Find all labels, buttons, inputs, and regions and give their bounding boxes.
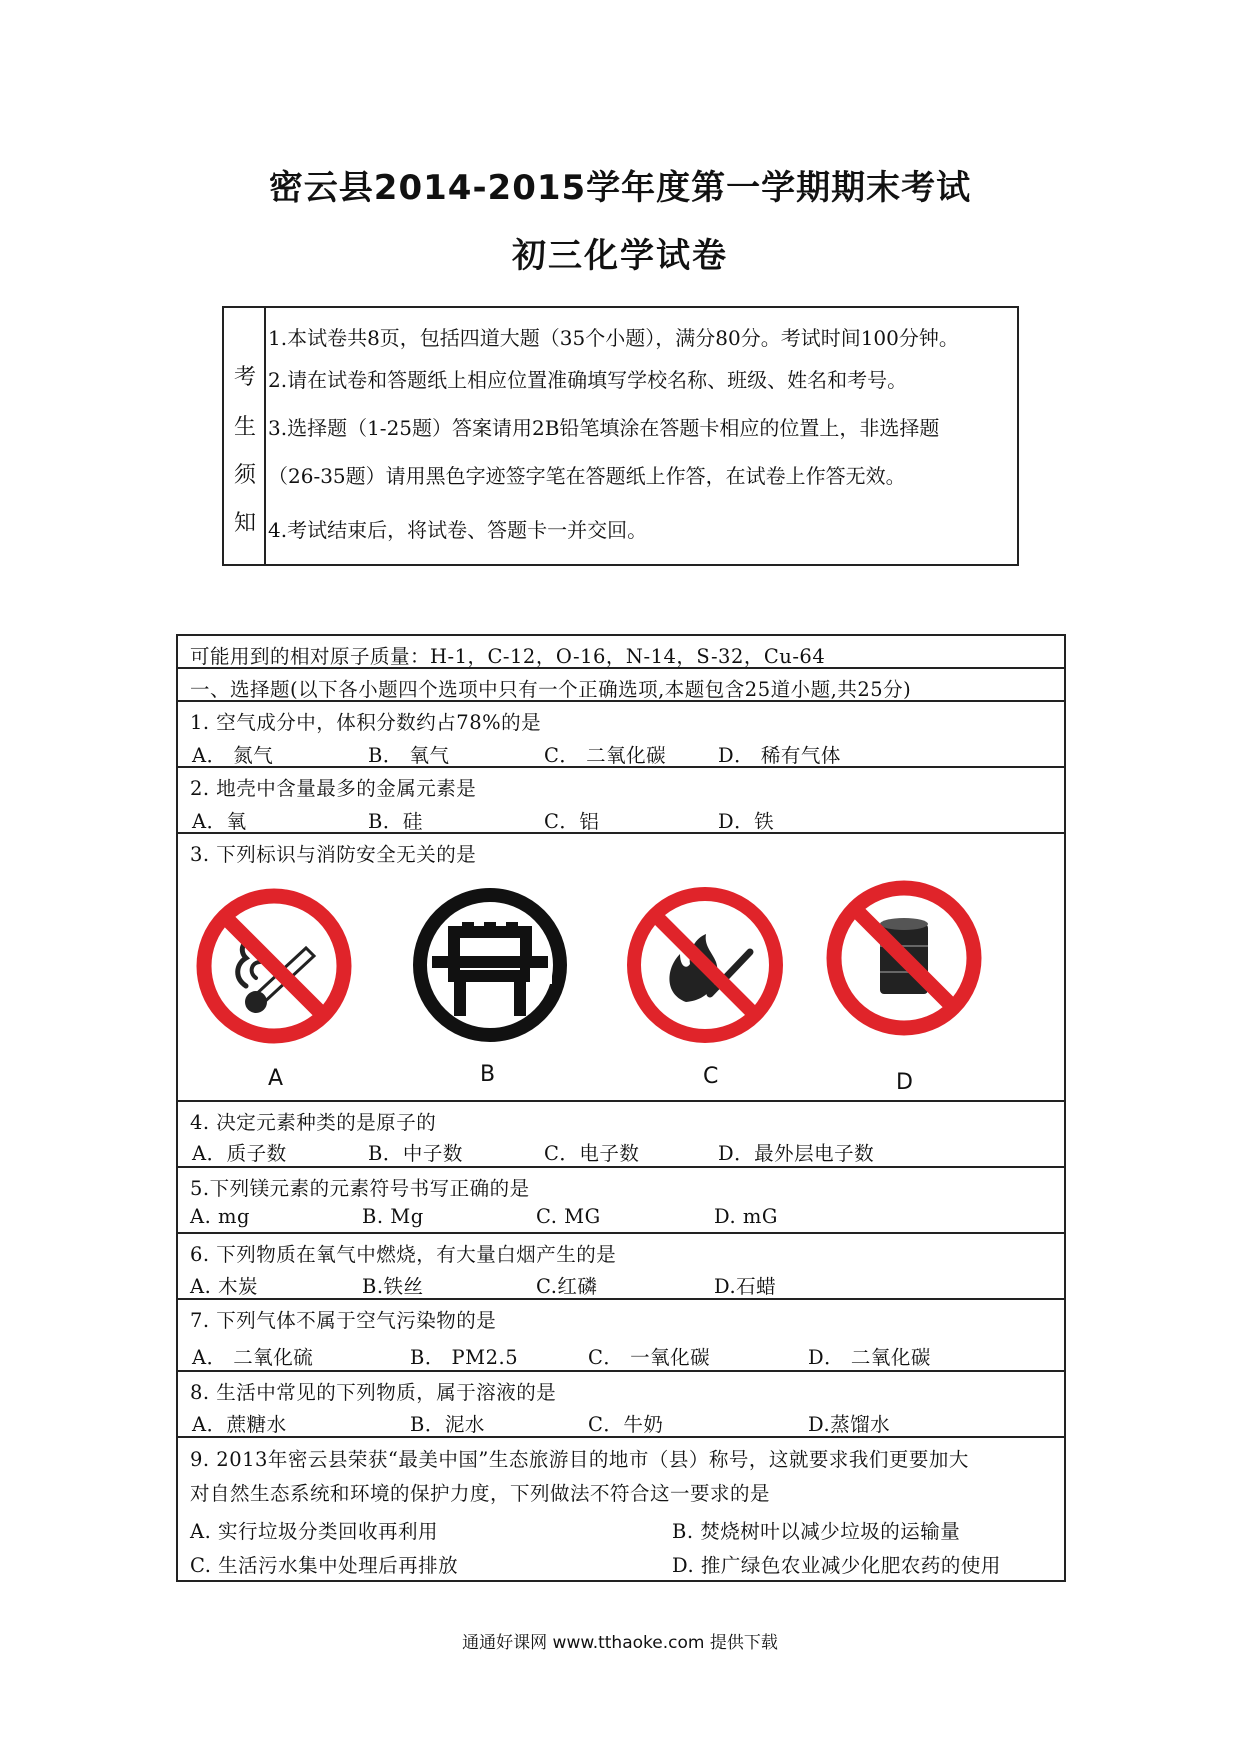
question-8: [178, 1372, 1064, 1438]
question-stem: 3. 下列标识与消防安全无关的是: [190, 843, 477, 866]
option-d: D． 二氧化碳: [808, 1346, 931, 1369]
question-1: [178, 702, 1064, 768]
question-stem: 6. 下列物质在氧气中燃烧，有大量白烟产生的是: [190, 1243, 617, 1266]
option-a: A. mg: [190, 1205, 250, 1228]
option-c: C． 一氧化碳: [588, 1346, 711, 1369]
option-c: C．牛奶: [588, 1413, 664, 1436]
question-stem: 5.下列镁元素的元素符号书写正确的是: [190, 1177, 530, 1200]
option-a: A． 氮气: [192, 744, 274, 767]
atomic-mass-text: 可能用到的相对原子质量：H-1，C-12，O-16，N-14，S-32，Cu-64: [190, 645, 826, 668]
sign-label-b: B: [480, 1062, 496, 1087]
question-stem: 4. 决定元素种类的是原子的: [190, 1111, 437, 1134]
option-a: A. 木炭: [190, 1275, 258, 1298]
notice-side-label: [224, 308, 266, 564]
no-smoking-icon: [194, 886, 354, 1046]
option-d: D.石蜡: [714, 1275, 777, 1298]
atomic-mass-row: [178, 636, 1064, 669]
option-c: C.红磷: [536, 1275, 598, 1298]
download-footer: 通通好课网 www.tthaoke.com 提供下载: [462, 1633, 778, 1653]
question-5: [178, 1168, 1064, 1234]
notice-line: 4.考试结束后，将试卷、答题卡一并交回。: [268, 518, 648, 542]
option-c: C. MG: [536, 1205, 601, 1228]
notice-side-char: 考: [233, 365, 256, 390]
option-b: B．硅: [368, 810, 423, 833]
question-stem: 2. 地壳中含量最多的金属元素是: [190, 777, 477, 800]
notice-side-char: 须: [233, 463, 256, 488]
page-title: 密云县2014-2015学年度第一学期期末考试: [268, 168, 972, 208]
question-stem: 1. 空气成分中，体积分数约占78%的是: [190, 711, 542, 734]
question-3: [178, 834, 1064, 1102]
no-oil-drum-icon: [824, 878, 984, 1038]
option-a: A．质子数: [192, 1142, 287, 1165]
notice-line: 1.本试卷共8页，包括四道大题（35个小题），满分80分。考试时间100分钟。: [268, 326, 959, 350]
option-b: B．中子数: [368, 1142, 463, 1165]
question-7: [178, 1300, 1064, 1372]
option-a: A．蔗糖水: [192, 1413, 287, 1436]
option-b: B. 焚烧树叶以减少垃圾的运输量: [672, 1520, 961, 1543]
sign-label-c: C: [703, 1064, 719, 1089]
section-header-row: [178, 669, 1064, 702]
exam-notice-box: [222, 306, 1019, 566]
question-stem: 9. 2013年密云县荣获“最美中国”生态旅游目的地市（县）称号，这就要求我们更要加大: [190, 1448, 969, 1471]
notice-line: 2.请在试卷和答题纸上相应位置准确填写学校名称、班级、姓名和考号。: [268, 368, 908, 392]
option-d: D．铁: [718, 810, 775, 833]
option-d: D． 稀有气体: [718, 744, 841, 767]
option-a: A．氧: [192, 810, 247, 833]
option-c: C. 生活污水集中处理后再排放: [190, 1554, 459, 1577]
option-c: C． 二氧化碳: [544, 744, 667, 767]
question-4: [178, 1102, 1064, 1168]
option-c: C．铝: [544, 810, 600, 833]
exam-table: [176, 634, 1066, 1582]
option-c: C．电子数: [544, 1142, 640, 1165]
option-b: B． 氧气: [368, 744, 450, 767]
option-a: A． 二氧化硫: [192, 1346, 314, 1369]
question-stem: 8. 生活中常见的下列物质，属于溶液的是: [190, 1381, 557, 1404]
notice-line: （26-35题）请用黑色字迹签字笔在答题纸上作答，在试卷上作答无效。: [268, 464, 906, 488]
notice-side-char: 生: [233, 415, 256, 440]
option-d: D.蒸馏水: [808, 1413, 891, 1436]
water-saving-icon: [410, 884, 570, 1046]
question-stem-continued: 对自然生态系统和环境的保护力度，下列做法不符合这一要求的是: [190, 1482, 771, 1505]
no-open-flame-icon: [624, 884, 786, 1046]
question-2: [178, 768, 1064, 834]
sign-label-d: D: [896, 1070, 913, 1095]
option-b: B． PM2.5: [410, 1346, 519, 1369]
notice-side-char: 知: [233, 511, 256, 536]
question-9: [178, 1438, 1064, 1584]
question-6: [178, 1234, 1064, 1300]
option-b: B. Mg: [362, 1205, 424, 1228]
notice-line: 3.选择题（1-25题）答案请用2B铅笔填涂在答题卡相应的位置上，非选择题: [268, 416, 940, 440]
option-b: B.铁丝: [362, 1275, 424, 1298]
option-d: D．最外层电子数: [718, 1142, 875, 1165]
sign-label-a: A: [268, 1066, 284, 1091]
option-d: D. 推广绿色农业减少化肥农药的使用: [672, 1554, 1001, 1577]
section-title: 一、选择题(以下各小题四个选项中只有一个正确选项,本题包含25道小题,共25分): [190, 678, 912, 701]
option-d: D. mG: [714, 1205, 778, 1228]
page-subtitle: 初三化学试卷: [512, 236, 728, 276]
question-stem: 7. 下列气体不属于空气污染物的是: [190, 1309, 497, 1332]
option-b: B．泥水: [410, 1413, 485, 1436]
option-a: A. 实行垃圾分类回收再利用: [190, 1520, 438, 1543]
